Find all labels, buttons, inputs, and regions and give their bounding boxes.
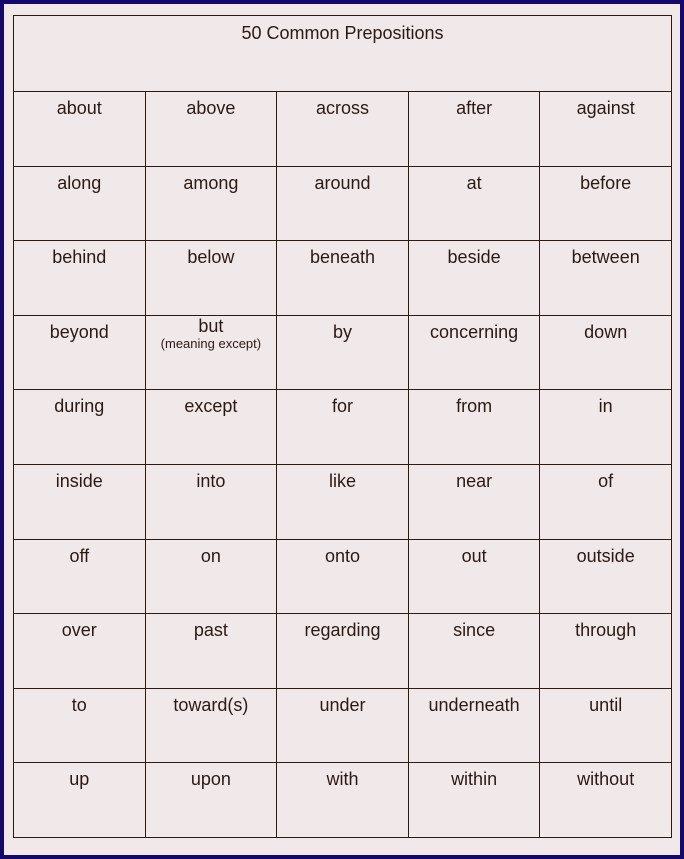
preposition-cell xyxy=(540,539,672,614)
preposition-cell xyxy=(540,464,672,539)
preposition-word: to xyxy=(71,694,87,715)
preposition-word: down xyxy=(584,321,628,342)
preposition-cell xyxy=(408,315,540,390)
table-title: 50 Common Prepositions xyxy=(14,16,672,92)
preposition-cell xyxy=(408,390,540,465)
preposition-cell xyxy=(14,763,146,838)
preposition-word: beneath xyxy=(309,247,376,268)
preposition-cell xyxy=(145,166,277,241)
preposition-cell xyxy=(540,390,672,465)
preposition-cell xyxy=(14,166,146,241)
preposition-cell xyxy=(14,614,146,689)
preposition-cell xyxy=(277,241,409,316)
preposition-word: at xyxy=(466,172,482,193)
preposition-word: concerning xyxy=(430,321,519,342)
preposition-cell xyxy=(408,763,540,838)
preposition-cell xyxy=(408,614,540,689)
preposition-word: with xyxy=(326,769,359,790)
preposition-cell xyxy=(277,539,409,614)
preposition-word: since xyxy=(453,620,496,641)
preposition-cell xyxy=(14,92,146,167)
preposition-cell xyxy=(145,539,277,614)
table-row xyxy=(14,763,672,838)
preposition-cell xyxy=(145,241,277,316)
table-row xyxy=(14,166,672,241)
table-row xyxy=(14,390,672,465)
table-row xyxy=(14,92,672,167)
preposition-word: along xyxy=(57,172,102,193)
preposition-word: on xyxy=(200,545,221,566)
preposition-cell xyxy=(408,539,540,614)
table-row xyxy=(14,464,672,539)
preposition-word: between xyxy=(571,247,640,268)
preposition-cell xyxy=(145,763,277,838)
prepositions-table xyxy=(13,15,672,838)
preposition-word: past xyxy=(193,620,228,641)
preposition-word: underneath xyxy=(428,694,520,715)
preposition-note: (meaning except) xyxy=(160,336,262,352)
preposition-cell xyxy=(145,614,277,689)
preposition-word: beyond xyxy=(49,321,109,342)
preposition-cell xyxy=(408,92,540,167)
table-row xyxy=(14,539,672,614)
preposition-cell xyxy=(408,688,540,763)
preposition-cell xyxy=(277,688,409,763)
preposition-cell xyxy=(277,166,409,241)
preposition-word: within xyxy=(451,769,498,790)
preposition-word: regarding xyxy=(304,620,381,641)
preposition-cell xyxy=(277,464,409,539)
preposition-word: up xyxy=(69,769,90,790)
preposition-cell xyxy=(540,688,672,763)
preposition-word: among xyxy=(183,172,239,193)
table-row xyxy=(14,241,672,316)
preposition-word: below xyxy=(187,247,235,268)
preposition-word: after xyxy=(456,98,493,118)
page xyxy=(4,4,680,855)
preposition-cell xyxy=(14,241,146,316)
preposition-word: of xyxy=(598,470,614,491)
preposition-cell xyxy=(540,241,672,316)
preposition-cell xyxy=(14,315,146,390)
preposition-word: over xyxy=(61,620,97,641)
preposition-cell xyxy=(277,92,409,167)
preposition-cell xyxy=(145,92,277,167)
preposition-word: around xyxy=(314,172,371,193)
preposition-word: beside xyxy=(447,247,501,268)
preposition-cell xyxy=(14,464,146,539)
preposition-word: for xyxy=(331,396,353,417)
preposition-cell xyxy=(14,539,146,614)
preposition-word: until xyxy=(589,694,623,715)
preposition-cell xyxy=(540,166,672,241)
preposition-word: above xyxy=(186,98,236,118)
preposition-word: under xyxy=(319,694,366,715)
preposition-word: except xyxy=(184,396,238,417)
preposition-cell xyxy=(14,390,146,465)
preposition-word: onto xyxy=(324,545,360,566)
table-row xyxy=(14,614,672,689)
preposition-cell xyxy=(540,614,672,689)
preposition-word: upon xyxy=(190,769,231,790)
preposition-word: toward(s) xyxy=(173,694,249,715)
preposition-word: behind xyxy=(52,247,107,268)
preposition-word: without xyxy=(577,769,635,790)
preposition-word: about xyxy=(56,98,102,118)
preposition-word: by xyxy=(332,321,352,342)
preposition-word: off xyxy=(69,545,90,566)
preposition-cell xyxy=(408,241,540,316)
preposition-cell xyxy=(277,763,409,838)
preposition-cell xyxy=(277,614,409,689)
preposition-cell xyxy=(145,390,277,465)
table-row xyxy=(14,688,672,763)
preposition-cell xyxy=(540,763,672,838)
preposition-word: out xyxy=(461,545,487,566)
preposition-word: into xyxy=(196,470,226,491)
preposition-word: like xyxy=(328,470,356,491)
preposition-word: outside xyxy=(576,545,635,566)
preposition-cell xyxy=(540,92,672,167)
preposition-word: through xyxy=(575,620,637,641)
preposition-cell xyxy=(408,166,540,241)
preposition-word: before xyxy=(580,172,632,193)
preposition-cell xyxy=(277,315,409,390)
table-row xyxy=(14,315,672,390)
preposition-cell xyxy=(14,688,146,763)
preposition-cell xyxy=(145,464,277,539)
preposition-word: against xyxy=(576,98,635,118)
preposition-cell xyxy=(408,464,540,539)
preposition-word: but xyxy=(198,315,224,336)
preposition-word: from xyxy=(456,396,493,417)
preposition-word: in xyxy=(598,396,613,417)
preposition-word: across xyxy=(315,98,369,118)
preposition-word: inside xyxy=(55,470,103,491)
preposition-cell xyxy=(540,315,672,390)
preposition-cell xyxy=(277,390,409,465)
preposition-word: during xyxy=(54,396,105,417)
preposition-cell xyxy=(145,688,277,763)
preposition-cell xyxy=(145,315,277,390)
preposition-word: near xyxy=(456,470,493,491)
